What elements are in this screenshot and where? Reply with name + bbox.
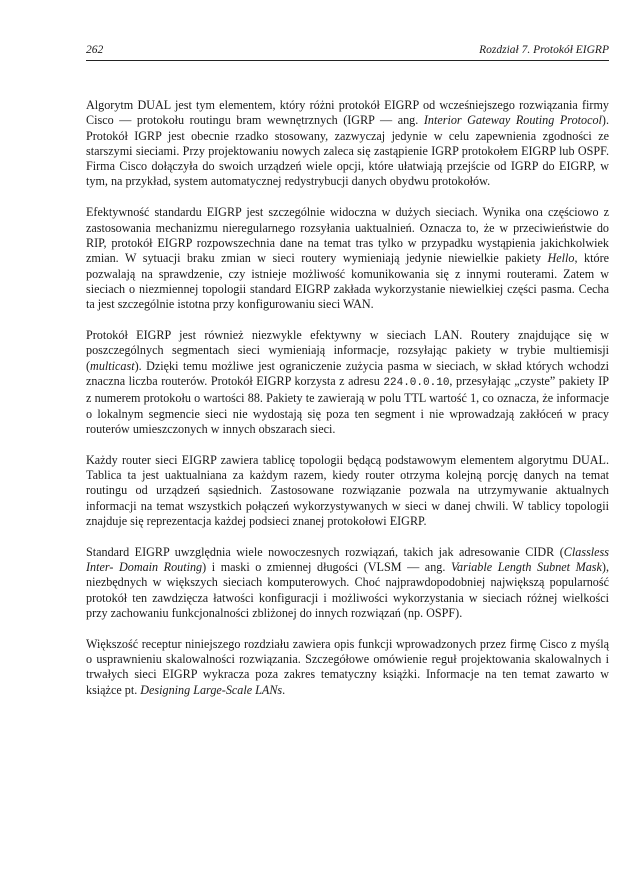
paragraph-recipes <box>86 637 609 698</box>
page-number: 262 <box>86 44 104 56</box>
paragraph-text: Efektywność standardu EIGRP jest szczególnie widoczna w dużych sieciach. Wynika ona częściowo z zastosowania mechanizmu nieregularnego rozsyłania uaktualnień. Oznacza to, że w przeciwieństwie do RIP, protokół EIGRP rozpowszechnia dane na temat tras tylko w przypadku wystąpienia jakichkolwiek zmian. W sytuacji braku zmian w sieci routery wymieniają jedynie niewielkie pakiety <box>86 205 609 266</box>
paragraph-text: ) i maski o zmiennej długości (VLSM — ang. <box>202 560 451 575</box>
body-text <box>86 98 609 698</box>
running-header <box>86 44 609 61</box>
paragraph-text: ). Protokół IGRP jest obecnie rzadko stosowany, zazwyczaj jedynie w celu zapewnienia zgodności ze starszymi sieciami. Przy projektowaniu nowych zaleca się zastąpienie IGRP protokołem EIGRP lub OSPF. Firma Cisco dołączyła do swoich urządzeń wiele opcji, które ułatwiają przejście od IGRP do EIGRP, w tym, na przykład, system automatycznej redystrybucji danych obydwu protokołów. <box>86 113 609 189</box>
italic-term: multicast <box>90 358 135 373</box>
paragraph-lan <box>86 328 609 437</box>
paragraph-dual-algorithm <box>86 98 609 190</box>
paragraph-cidr-vlsm <box>86 545 609 621</box>
italic-term: Variable Length Subnet Mask <box>450 560 602 575</box>
paragraph-efficiency <box>86 205 609 312</box>
paragraph-text: Protokół EIGRP jest również niezwykle efektywny w sieciach LAN. Routery znajdujące się w poszczególnych segmentach sieci wymieniają informacje, rozsyłając pakiety w trybie multiemisji ( <box>86 328 609 373</box>
paragraph-text: Większość receptur niniejszego rozdziału zawiera opis funkcji wprowadzonych przez firmę Cisco z myślą o usprawnieniu skalowalności rozwiązania. Szczegółowe omówienie reguł projektowania skalowalnych i trwałych sieci EIGRP wykracza poza zakres tematyczny książki. Informacje na ten temat zawarto w książce pt. <box>86 636 609 697</box>
paragraph-topology-table <box>86 453 609 529</box>
paragraph-text: . <box>282 682 286 697</box>
italic-term: Classless Inter- Domain Routing <box>86 544 609 575</box>
paragraph-text: ). Dzięki temu możliwe jest ograniczenie zużycia pasma w sieciach, w skład których wchodzi znaczna liczba routerów. Protokół EIGRP korzysta z adresu <box>86 358 609 388</box>
italic-term: Hello <box>547 251 575 266</box>
paragraph-text: Standard EIGRP uwzględnia wiele nowoczesnych rozwiązań, takich jak adresowanie CIDR ( <box>86 544 564 559</box>
paragraph-text: ), niezbędnych w większych sieciach komputerowych. Choć najprawdopodobniej największą popularność protokół ten zawdzięcza łatwości konfiguracji i możliwości wykorzystania w sieciach różnej wielkości przy zachowaniu funkcjonalności zbliżonej do innych rozwiązań (np. OSPF). <box>86 560 609 620</box>
paragraph-text: Każdy router sieci EIGRP zawiera tablicę topologii będącą podstawowym elementem algorytmu DUAL. Tablica ta jest uaktualniana za każdym razem, kiedy router otrzyma kolejną porcję danych na temat routingu od urządzeń sąsiednich. Zastosowane rozwiązanie pozwala na utrzymywanie aktualnych informacji na temat wszystkich połączeń wykorzystywanych w sieci w danej chwili. W tablicy topologii znajduje się reprezentacja każdej podsieci znanej protokołowi EIGRP. <box>86 452 609 528</box>
paragraph-text: Algorytm DUAL jest tym elementem, który różni protokół EIGRP od wcześniejszego rozwiązania firmy Cisco — protokołu routingu bram wewnętrznych (IGRP — ang. <box>86 98 609 128</box>
book-title: Designing Large-Scale LANs <box>140 682 283 697</box>
chapter-title: Rozdział 7. Protokół EIGRP <box>479 44 609 56</box>
paragraph-text: , które pozwalają na sprawdzenie, czy istnieje możliwość komunikowania się z innymi routerami. Zatem w sieciach o niezmiennej topologii standard EIGRP zakłada wykorzystanie niewielkiej części pasma. Cecha ta jest szczególnie istotna przy konfigurowaniu sieci WAN. <box>86 251 609 312</box>
multicast-address: 224.0.0.10 <box>383 376 450 389</box>
book-page <box>86 44 609 714</box>
paragraph-text: , przesyłając „czyste” pakiety IP z numerem protokołu o wartości 88. Pakiety te zawierają w polu TTL wartość 1, co oznacza, że informacje o lokalnym segmencie sieci nie wydostają się poza ten segment i nie wprowadzają zakłóceń w pracy routerów umieszczonych w innych obszarach sieci. <box>86 373 609 436</box>
italic-term: Interior Gateway Routing Protocol <box>423 113 602 128</box>
